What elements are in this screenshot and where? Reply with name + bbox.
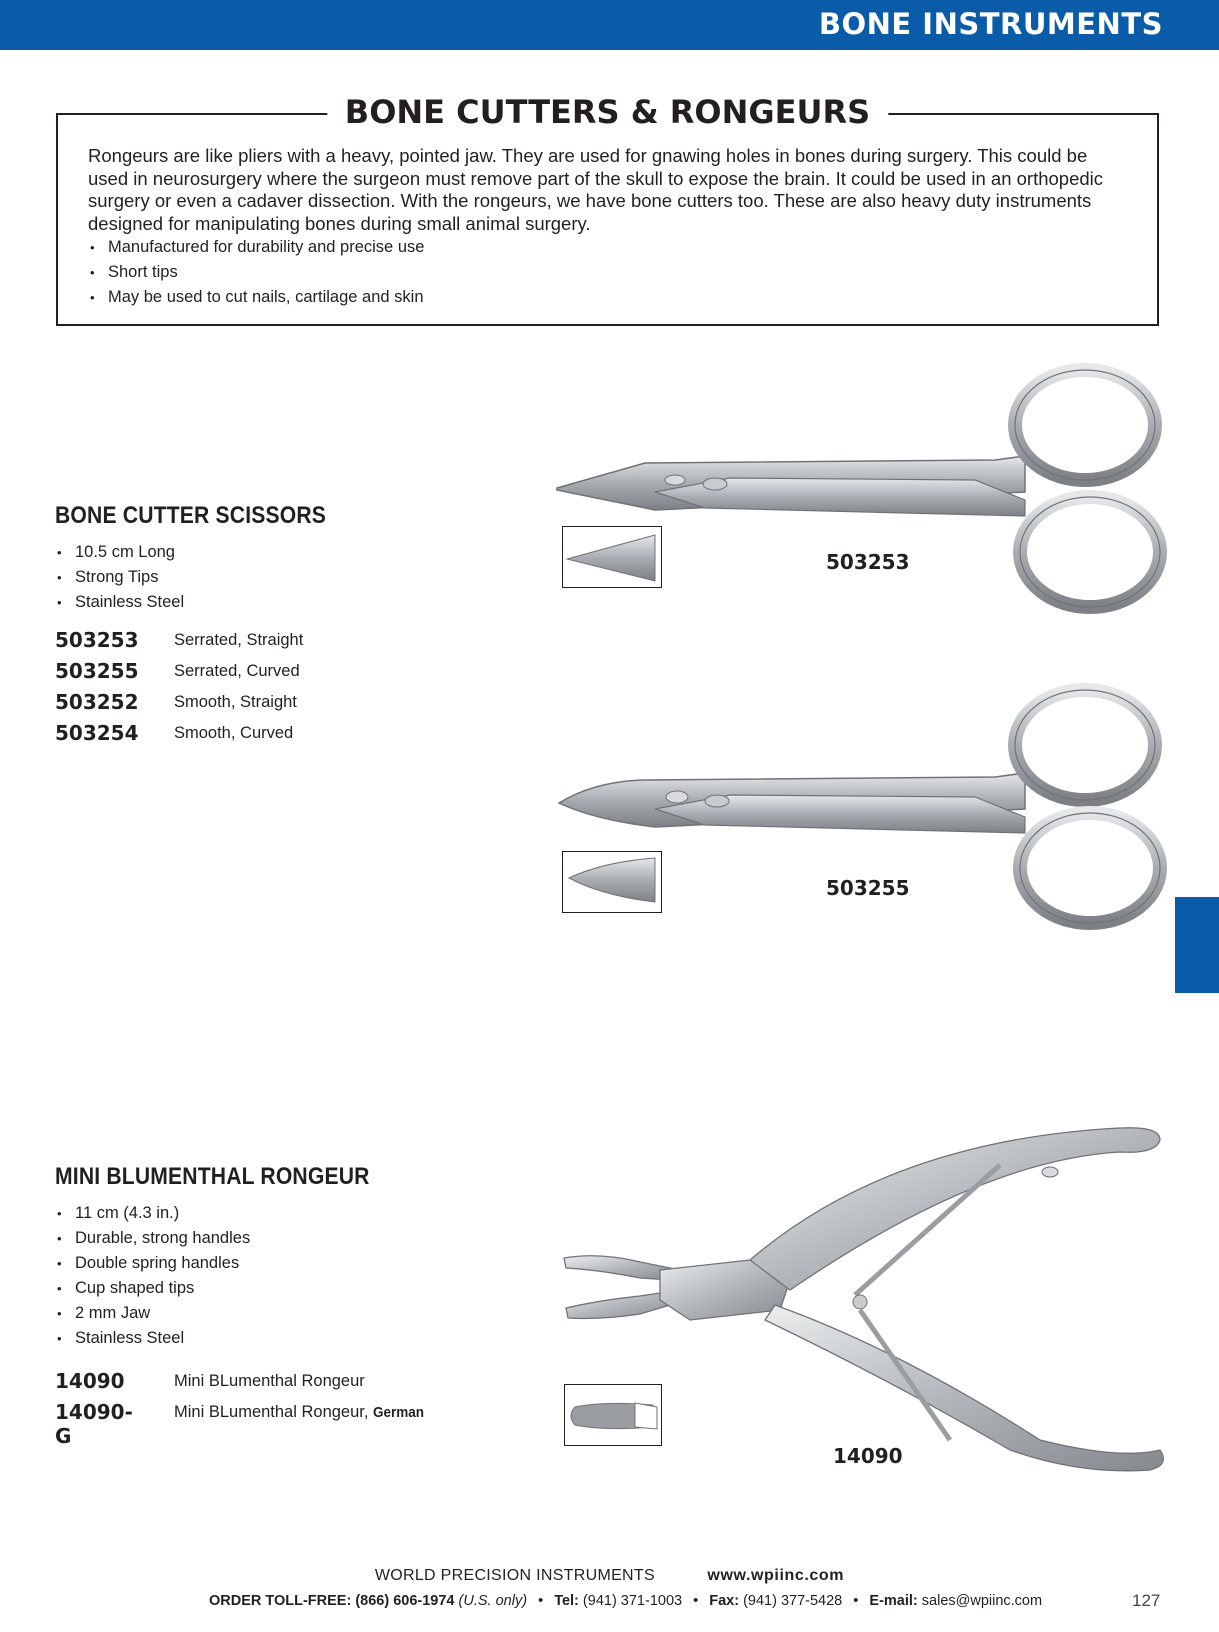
footer-company: WORLD PRECISION INSTRUMENTS	[374, 1567, 655, 1584]
bone-cutter-title: BONE CUTTER SCISSORS	[55, 502, 327, 529]
email-link[interactable]: sales@wpiinc.com	[921, 1593, 1043, 1609]
catalog-code: 14090	[55, 1369, 125, 1393]
catalog-desc	[174, 1372, 365, 1391]
feature-item: • Double spring handles	[55, 1251, 250, 1276]
feature-item: • 2 mm Jaw	[55, 1301, 250, 1326]
product-label: 503255	[826, 876, 910, 900]
fax-number: (941) 377-5428	[743, 1593, 843, 1609]
catalog-code: 503252	[55, 690, 139, 714]
catalog-desc: Serrated, Curved	[174, 662, 300, 680]
catalog-code: 503253	[55, 628, 139, 652]
product-label: 503253	[826, 550, 910, 574]
tel-number: (941) 371-1003	[582, 1593, 683, 1609]
intro-bullet: • Short tips	[88, 260, 424, 285]
catalog-desc-text: Mini BLumenthal Rongeur	[174, 1372, 365, 1390]
tel-label: Tel:	[554, 1593, 579, 1609]
feature-item: • 10.5 cm Long	[55, 540, 184, 565]
footer-company-line	[0, 1567, 1219, 1585]
feature-item: • Stainless Steel	[55, 590, 184, 615]
feature-item: • 11 cm (4.3 in.)	[55, 1201, 250, 1226]
order-number: (866) 606-1974	[355, 1593, 455, 1609]
tip-detail-image	[563, 527, 661, 587]
header-title: BONE INSTRUMENTS	[818, 7, 1163, 41]
intro-paragraph: Rongeurs are like pliers with a heavy, pointed jaw. They are used for gnawing holes in bones during surgery. This could be used in neurosurgery where the surgeon must remove part of the skull to expose the brain. It could be used in an orthopedic surgery or even a cadaver dissection. With the rongeurs, we have bone cutters too. These are also heavy duty instruments designed for manipulating bones during small animal surgery.	[88, 145, 1104, 234]
catalog-desc: Smooth, Curved	[174, 724, 294, 742]
intro-bullet-list	[88, 235, 424, 310]
catalog-code: 503254	[55, 721, 139, 745]
feature-item: • Durable, strong handles	[55, 1226, 250, 1251]
feature-item: • Cup shaped tips	[55, 1276, 250, 1301]
catalog-desc: Serrated, Straight	[174, 631, 304, 649]
footer-contact-line	[209, 1593, 1042, 1609]
catalog-desc-text: Mini BLumenthal Rongeur,	[174, 1403, 374, 1421]
email-label: E-mail:	[869, 1593, 918, 1609]
order-note: (U.S. only)	[458, 1593, 528, 1609]
tip-detail-box	[562, 526, 662, 588]
catalog-code: 14090-G	[55, 1400, 133, 1448]
separator-dot: •	[853, 1593, 859, 1609]
catalog-desc-suffix: German	[373, 1404, 425, 1421]
footer-website-link[interactable]: www.wpiinc.com	[707, 1567, 845, 1584]
intro-bullet: • Manufactured for durability and precise use	[88, 235, 424, 260]
tip-detail-box	[562, 851, 662, 913]
tip-detail-image	[565, 1385, 661, 1445]
feature-item: • Stainless Steel	[55, 1326, 250, 1351]
intro-box	[56, 93, 1159, 326]
page-number: 127	[1132, 1591, 1161, 1610]
intro-bullet: • May be used to cut nails, cartilage and skin	[88, 285, 424, 310]
header-bar	[0, 0, 1219, 50]
separator-dot: •	[538, 1593, 544, 1609]
catalog-desc: Smooth, Straight	[174, 693, 297, 711]
rongeur-features	[55, 1201, 250, 1351]
intro-title: BONE CUTTERS & RONGEURS	[327, 93, 888, 131]
tip-detail-image	[563, 852, 661, 912]
fax-label: Fax:	[709, 1593, 740, 1609]
section-tab	[1175, 897, 1219, 993]
order-label: ORDER TOLL-FREE:	[209, 1593, 352, 1609]
feature-item: • Strong Tips	[55, 565, 184, 590]
catalog-desc	[174, 1403, 430, 1422]
rongeur-title: MINI BLUMENTHAL RONGEUR	[55, 1163, 370, 1190]
tip-detail-box	[564, 1384, 662, 1446]
catalog-code: 503255	[55, 659, 139, 683]
separator-dot: •	[693, 1593, 699, 1609]
bone-cutter-features	[55, 540, 184, 615]
product-label: 14090	[833, 1444, 903, 1468]
